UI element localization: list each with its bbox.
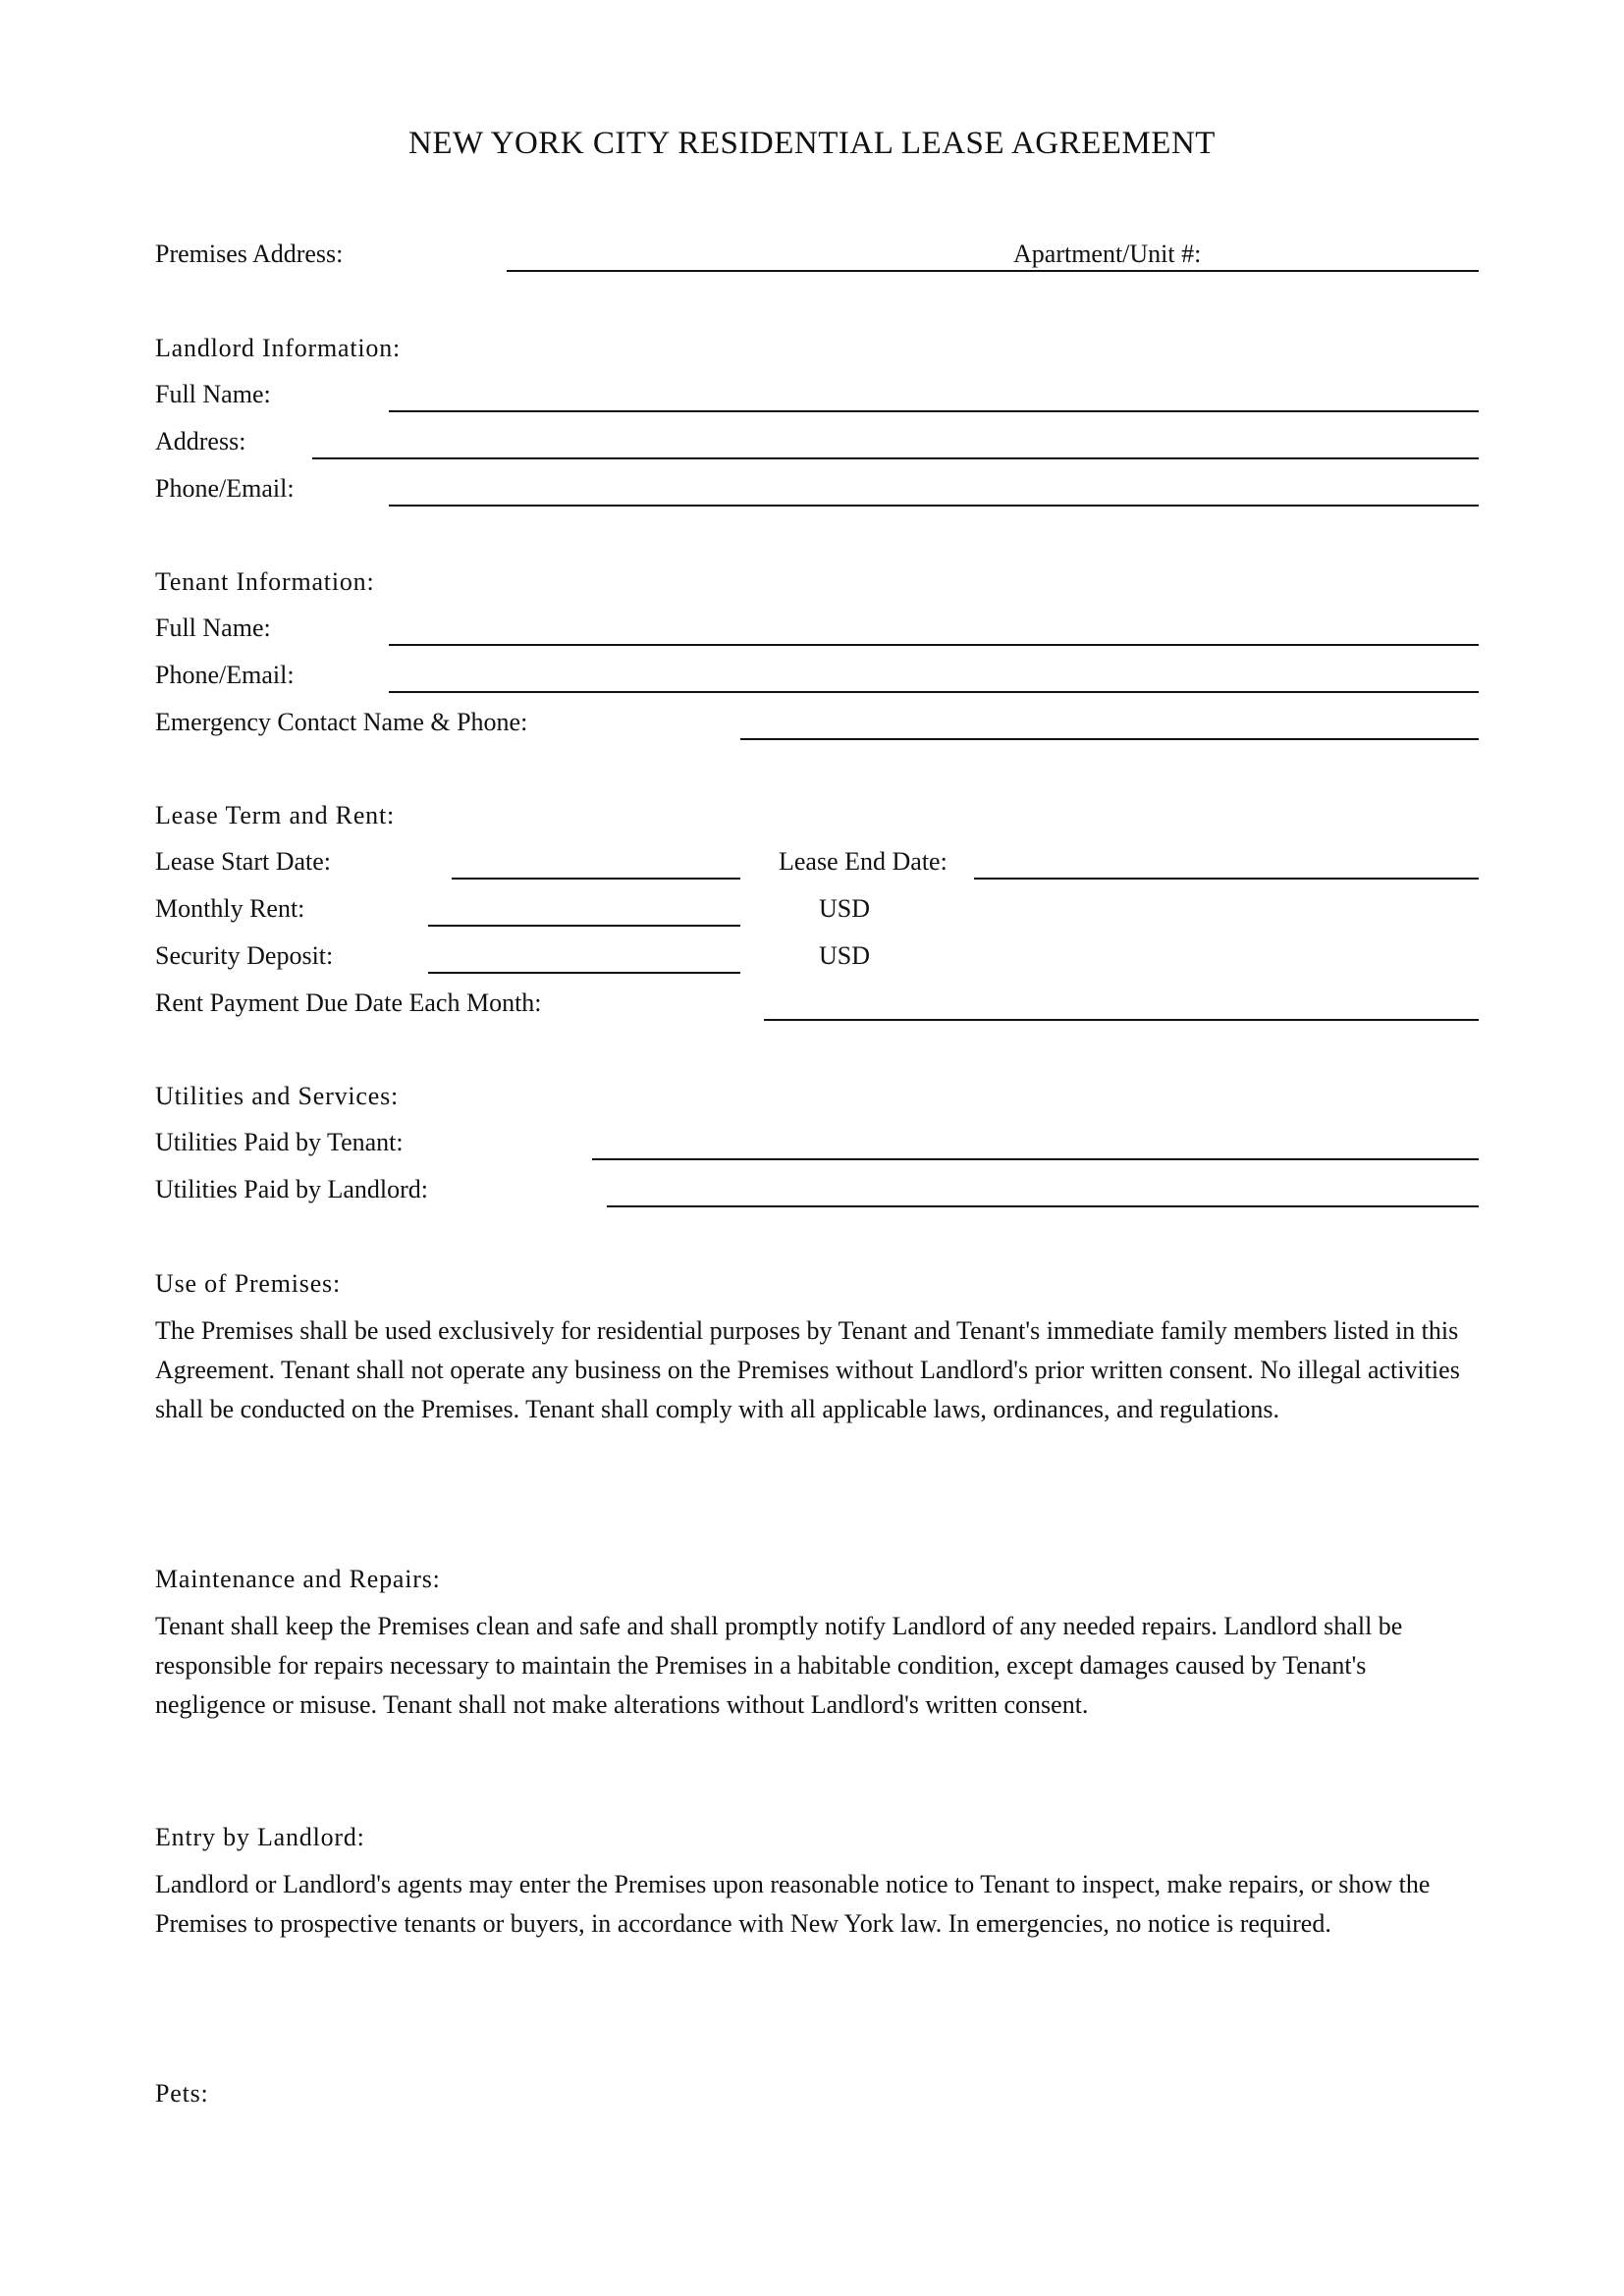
security-deposit-label: Security Deposit: — [155, 941, 334, 970]
utilities-heading: Utilities and Services: — [155, 1082, 400, 1110]
entry-paragraph: Landlord or Landlord's agents may enter the Premises upon reasonable notice to Tenant to inspect, make repairs, or show the Premises to prospective tenants or buyers, in accordance with New York law. In emergencies, no notice is required. — [155, 1870, 1431, 1938]
document-title: NEW YORK CITY RESIDENTIAL LEASE AGREEMENT — [408, 126, 1216, 161]
entry-heading: Entry by Landlord: — [155, 1823, 365, 1851]
lease-term-heading: Lease Term and Rent: — [155, 801, 396, 829]
premises-address-label: Premises Address: — [155, 240, 344, 268]
lease-start-label: Lease Start Date: — [155, 847, 332, 876]
tenant-full-name-field[interactable] — [389, 644, 1479, 646]
landlord-full-name-label: Full Name: — [155, 380, 271, 408]
security-deposit-currency: USD — [819, 941, 871, 970]
emergency-contact-field[interactable] — [740, 738, 1479, 740]
lease-end-label: Lease End Date: — [779, 847, 947, 876]
rent-due-date-label: Rent Payment Due Date Each Month: — [155, 988, 542, 1017]
emergency-contact-label: Emergency Contact Name & Phone: — [155, 708, 528, 736]
unit-number-label: Apartment/Unit #: — [1013, 240, 1202, 268]
landlord-phone-email-label: Phone/Email: — [155, 474, 295, 503]
monthly-rent-field[interactable] — [428, 925, 740, 927]
maintenance-paragraph: Tenant shall keep the Premises clean and safe and shall promptly notify Landlord of any needed repairs. Landlord shall be responsible for repairs necessary to maintain the Premises in a habitable condition, except damages caused by Tenant's negligence or misuse. Tenant shall not make alterations without Landlord's written consent. — [155, 1612, 1403, 1719]
landlord-address-field[interactable] — [312, 457, 1479, 459]
utilities-tenant-field[interactable] — [592, 1158, 1479, 1160]
premises-address-field[interactable] — [507, 270, 1479, 272]
rent-due-date-field[interactable] — [764, 1019, 1479, 1021]
monthly-rent-label: Monthly Rent: — [155, 894, 305, 923]
tenant-phone-email-label: Phone/Email: — [155, 661, 295, 689]
landlord-phone-email-field[interactable] — [389, 505, 1479, 507]
tenant-heading: Tenant Information: — [155, 567, 375, 596]
utilities-tenant-label: Utilities Paid by Tenant: — [155, 1128, 404, 1156]
maintenance-heading: Maintenance and Repairs: — [155, 1565, 441, 1593]
tenant-phone-email-field[interactable] — [389, 691, 1479, 693]
security-deposit-field[interactable] — [428, 972, 740, 974]
tenant-full-name-label: Full Name: — [155, 614, 271, 642]
use-heading: Use of Premises: — [155, 1269, 341, 1298]
lease-end-field[interactable] — [974, 878, 1479, 880]
lease-start-field[interactable] — [452, 878, 740, 880]
utilities-landlord-field[interactable] — [607, 1205, 1479, 1207]
utilities-landlord-label: Utilities Paid by Landlord: — [155, 1175, 429, 1203]
use-paragraph: The Premises shall be used exclusively for residential purposes by Tenant and Tenant's immediate family members listed in this Agreement. Tenant shall not operate any business on the Premises without Landlord's prior written consent. No illegal activities shall be conducted on the Premises. Tenant shall comply with all applicable laws, ordinances, and regulations. — [155, 1316, 1460, 1423]
monthly-rent-currency: USD — [819, 894, 871, 923]
landlord-heading: Landlord Information: — [155, 334, 402, 362]
pets-heading: Pets: — [155, 2079, 209, 2108]
landlord-full-name-field[interactable] — [389, 410, 1479, 412]
landlord-address-label: Address: — [155, 427, 246, 455]
